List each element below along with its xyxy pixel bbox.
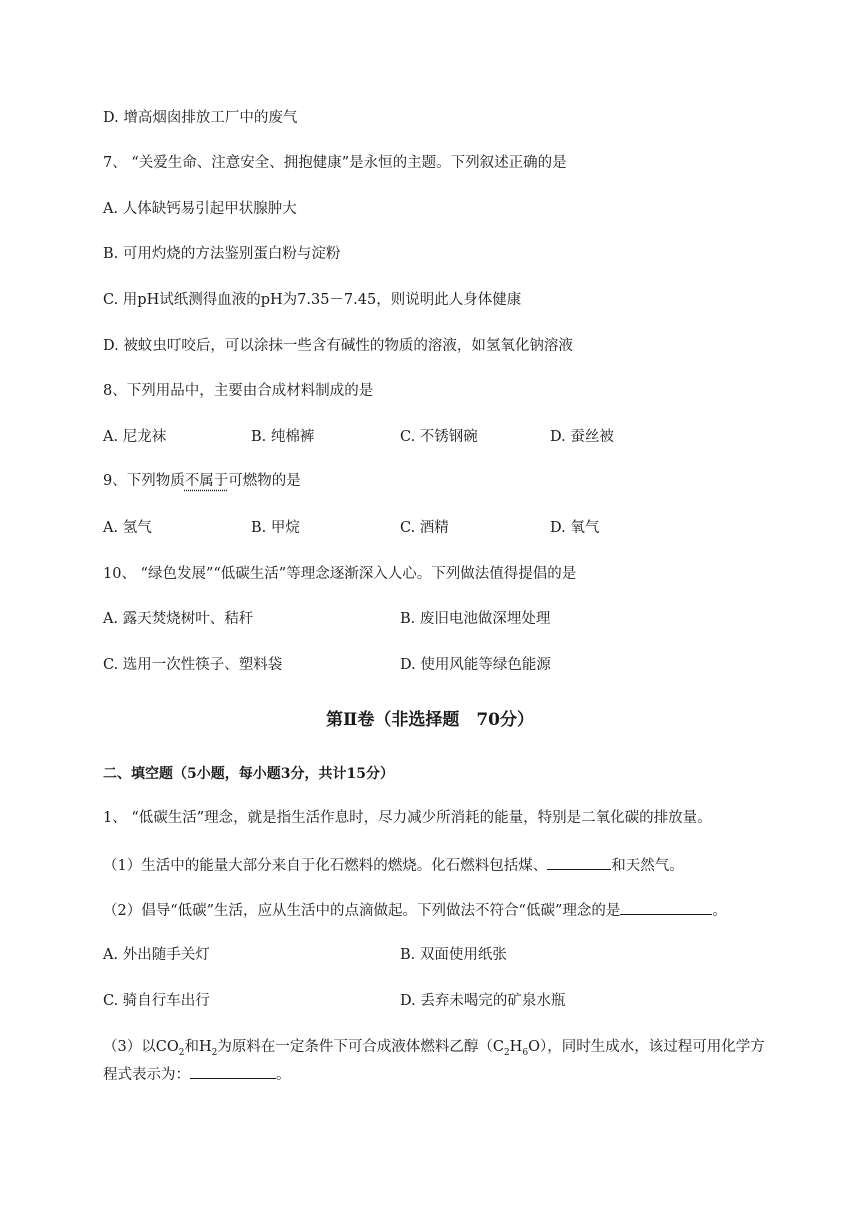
fill1-part2-post: 。 — [712, 903, 727, 919]
fill1-part3-sub2: 2 — [211, 1047, 218, 1058]
q10-option-d: D. 使用风能等绿色能源 — [400, 657, 551, 673]
q8-option-d: D. 蚕丝被 — [550, 429, 614, 445]
fill1-part3-b: 和H — [184, 1039, 212, 1055]
fill1-part3-sub4: 6 — [522, 1047, 529, 1058]
q10-option-c: C. 选用一次性筷子、塑料袋 — [103, 657, 283, 673]
fill1-option-a: A. 外出随手关灯 — [103, 947, 210, 963]
q7-option-c: C. 用pH试纸测得血液的pH为7.35－7.45，则说明此人身体健康 — [103, 292, 522, 308]
q7-option-d: D. 被蚊虫叮咬后，可以涂抹一些含有碱性的物质的溶液，如氢氧化钠溶液 — [103, 338, 573, 354]
q7-option-b: B. 可用灼烧的方法鉴别蛋白粉与淀粉 — [103, 246, 341, 262]
fill1-part3-a: （3）以CO — [103, 1039, 179, 1055]
fill1-part3-line2 — [103, 1064, 291, 1085]
section-title: 第Ⅱ卷（非选择题 70分） — [326, 710, 534, 730]
q8-stem: 8、下列用品中，主要由合成材料制成的是 — [103, 383, 374, 399]
q10-option-a: A. 露天焚烧树叶、秸秆 — [103, 611, 254, 627]
fill1-part3-sub1: 2 — [178, 1047, 185, 1058]
fill1-part2 — [103, 900, 727, 921]
q7-option-a: A. 人体缺钙易引起甲状腺肿大 — [103, 201, 297, 217]
q7-stem: 7、 “关爱生命、注意安全、拥抱健康”是永恒的主题。下列叙述正确的是 — [103, 155, 567, 171]
fill1-stem: 1、 “低碳生活”理念，就是指生活作息时，尽力减少所消耗的能量，特别是二氧化碳的排放量。 — [103, 810, 712, 826]
q9-stem — [103, 471, 301, 491]
fill1-part3-c: 为原料在一定条件下可合成液体燃料乙醇（C — [217, 1039, 504, 1055]
fill1-part2-blank[interactable] — [620, 900, 712, 915]
q8-option-a: A. 尼龙袜 — [103, 429, 167, 445]
fill1-option-b: B. 双面使用纸张 — [400, 947, 507, 963]
fill1-part3 — [103, 1037, 765, 1063]
fill1-part1 — [103, 855, 684, 876]
fill1-part3-e: O），同时生成水，该过程可用化学方 — [528, 1039, 765, 1055]
q10-stem: 10、 “绿色发展”“低碳生活”等理念逐渐深入人心。下列做法值得提倡的是 — [103, 566, 577, 582]
fill1-part2-pre: （2）倡导“低碳”生活，应从生活中的点滴做起。下列做法不符合“低碳”理念的是 — [103, 903, 621, 919]
q9-stem-emphasis: 不属于 — [184, 473, 229, 489]
fill1-part3-line2-pre: 程式表示为： — [103, 1067, 190, 1083]
q9-stem-post: 可燃物的是 — [228, 473, 301, 489]
q6-option-d: D. 增高烟囱排放工厂中的废气 — [103, 110, 298, 126]
fill1-option-c: C. 骑自行车出行 — [103, 993, 210, 1009]
q8-option-b: B. 纯棉裤 — [251, 429, 315, 445]
q10-option-b: B. 废旧电池做深埋处理 — [400, 611, 551, 627]
q9-stem-pre: 9、下列物质 — [103, 473, 185, 489]
fill1-part3-line2-post: 。 — [276, 1067, 291, 1083]
fill1-part3-d: H — [509, 1039, 523, 1055]
fill1-part3-blank[interactable] — [190, 1064, 276, 1079]
fill1-part1-post: 和天然气。 — [611, 858, 684, 874]
fill1-option-d: D. 丢弃未喝完的矿泉水瓶 — [400, 993, 566, 1009]
fill1-part1-pre: （1）生活中的能量大部分来自于化石燃料的燃烧。化石燃料包括煤、 — [103, 858, 548, 874]
q9-option-b: B. 甲烷 — [251, 520, 300, 536]
q9-option-a: A. 氢气 — [103, 520, 152, 536]
q9-option-c: C. 酒精 — [400, 520, 449, 536]
q8-option-c: C. 不锈钢碗 — [400, 429, 478, 445]
q9-option-d: D. 氧气 — [550, 520, 600, 536]
fill-section-heading: 二、填空题（5小题，每小题3分，共计15分） — [103, 766, 394, 782]
fill1-part1-blank[interactable] — [547, 855, 611, 870]
fill1-part3-sub3: 2 — [503, 1047, 510, 1058]
